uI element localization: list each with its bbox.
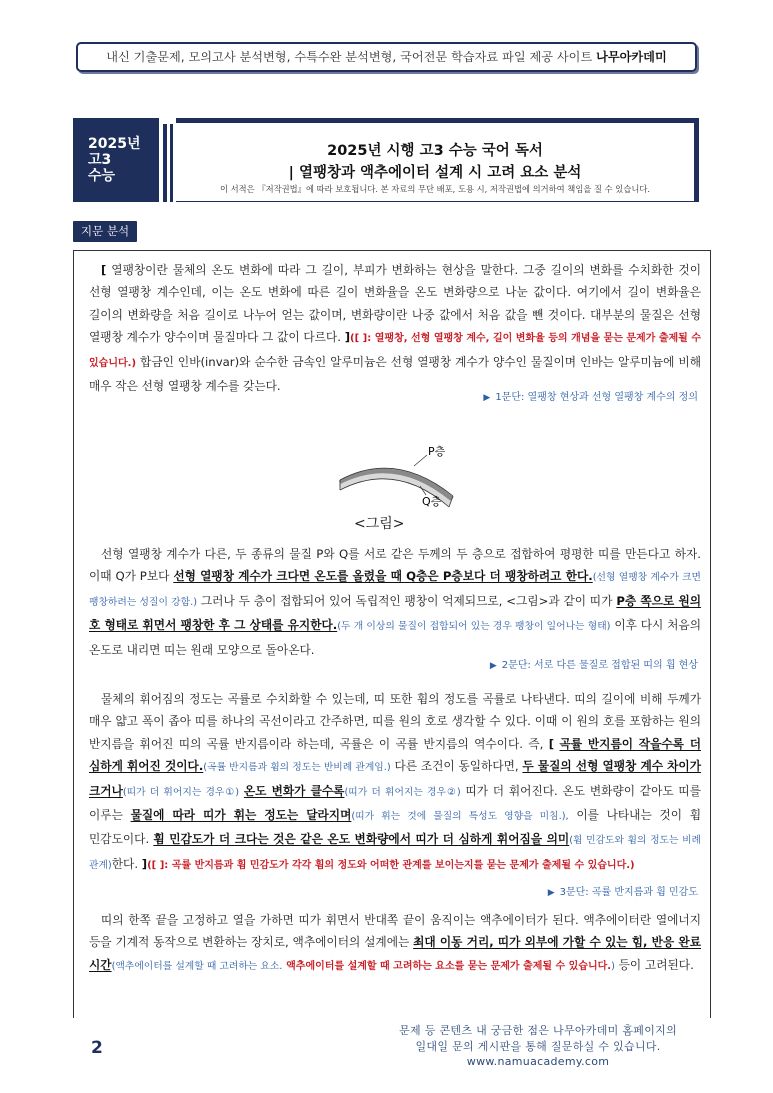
passage-box (73, 250, 711, 1018)
banner-brand: 나무아카데미 (596, 50, 667, 64)
year-label-grade: 고3 (88, 152, 112, 168)
section-label: 지문 분석 (73, 221, 137, 242)
analysis-note: (띠가 휘는 것에 물질의 특성도 영향을 미침.), (351, 811, 569, 823)
analysis-note-close: ) (611, 960, 615, 972)
banner-text: 내신 기출문제, 모의고사 분석변형, 수특수완 분석변형, 국어전문 학습자료 파일 제공 사이트 (106, 50, 593, 64)
key-phrase: 선형 열팽창 계수가 크다면 온도를 올렸을 때 Q층은 P층보다 더 팽창하려고 한다. (173, 569, 593, 584)
header-stripe (170, 124, 173, 202)
summary-text: 1문단: 열팽창 현상과 선형 열팽창 계수의 정의 (495, 392, 698, 403)
play-arrow-icon: ▶ (489, 661, 497, 671)
play-arrow-icon: ▶ (483, 393, 491, 403)
paragraph-text: 이를 나타내는 것이 휨 민감도이다. (89, 808, 701, 847)
footer-url: www.namuacademy.com (466, 1055, 610, 1068)
paragraph-3 (89, 688, 701, 877)
analysis-note: (곡률 반지름과 휨의 정도는 반비례 관계임.) (203, 762, 391, 774)
key-phrase: 최대 이동 거리, 띠가 외부에 가할 수 있는 힘, 반응 완료 시간 (89, 935, 701, 972)
bracket-open: [ (101, 263, 107, 277)
key-phrase: 온도 변화가 클수록 (243, 783, 345, 798)
copyright-notice: 이 서적은 『저작권법』에 따라 보호됩니다. 본 자료의 무단 배포, 도용 시, 저작권법에 의거하여 책임을 질 수 있습니다. (219, 184, 650, 194)
paragraph-text: 등이 고려된다. (618, 957, 694, 972)
year-block (73, 118, 159, 202)
key-phrase: 곡률 반지름이 작을수록 더 심하게 휘어진 것이다. (89, 736, 701, 774)
figure-caption: <그림> (354, 516, 405, 532)
document-title: 2025년 시행 고3 수능 국어 독서 (327, 143, 543, 159)
key-phrase: 휨 민감도가 더 크다는 것은 같은 온도 변화량에서 띠가 더 심하게 휘어짐을 의미 (153, 832, 570, 847)
paragraph-text: 그러나 두 층이 접합되어 있어 독립적인 팽창이 억제되므로, <그림>과 같이 띠가 (200, 593, 613, 608)
paragraph-summary (490, 656, 698, 671)
document-subtitle: | 열팽창과 액추에이터 설계 시 고려 요소 분석 (288, 165, 582, 181)
exam-note: ([ ]: 곡률 반지름과 휨 민감도가 각각 휨의 정도와 어떠한 관계를 보이는지를 묻는 문제가 출제될 수 있습니다.) (147, 859, 635, 871)
analysis-note: (띠가 더 휘어지는 경우②) (344, 786, 461, 798)
paragraph-text: 이후 다시 처음의 온도로 내리면 띠는 원래 모양으로 돌아온다. (89, 618, 701, 657)
leader-line (414, 455, 427, 466)
paragraph-text: 물체의 휘어짐의 정도는 곡률로 수치화할 수 있는데, 띠 또한 휨의 정도를 곡률로 나타낸다. 띠의 길이에 비해 두께가 매우 얇고 폭이 좁아 띠를 하나의 곡선이라고 간주하면, 띠를 원의 호로 생각할 수 있다. 이때 이 원의 호를 포함하는 원의 반지름을 휘어진 띠의 곡률 반지름이라 하는데, 곡률은 이 곡률 반지름의 역수이다. 즉, (89, 692, 701, 751)
key-phrase: P층 쪽으로 원의 호 형태로 휘면서 팽창한 후 그 상태를 유지한다. (89, 593, 702, 633)
paragraph-text: 띠의 한쪽 끝을 고정하고 열을 가하면 띠가 휘면서 반대쪽 끝이 움직이는 액추에이터가 된다. 액추에이터란 열에너지 등을 기계적 동작으로 변환하는 장치로, 액추에이터의 설계에는 (89, 913, 701, 950)
analysis-note: (선형 열팽창 계수가 크면 팽창하려는 성질이 강함.) (89, 572, 701, 608)
analysis-note: (액추에이터를 설계할 때 고려하는 요소. (111, 960, 283, 972)
bracket-close: ] (344, 330, 351, 345)
key-phrase: 물질에 따라 띠가 휘는 정도는 달라지며 (130, 808, 352, 823)
title-frame (176, 118, 699, 202)
play-arrow-icon: ▶ (547, 888, 555, 898)
label-q: Q층 (422, 495, 442, 508)
paragraph-1 (89, 259, 701, 397)
document-header (73, 118, 699, 202)
paragraph-text: 다른 조건이 동일하다면, (394, 759, 519, 774)
footer-line: 문제 등 콘텐츠 내 궁금한 점은 나무아카데미 홈페이지의 (399, 1024, 677, 1037)
site-banner (76, 42, 697, 72)
bracket-close: ] (141, 856, 148, 871)
paragraph-text: 합금인 인바(invar)와 순수한 금속인 알루미늄은 선형 열팽창 계수가 양수인 물질이며 인바는 알루미늄에 비해 매우 작은 선형 열팽창 계수를 갖는다. (89, 354, 701, 394)
year-label-year: 2025년 (88, 136, 141, 152)
label-p: P층 (428, 445, 446, 458)
exam-note: ([ ]: 열팽창, 선형 열팽창 계수, 길이 변화율 등의 개념을 묻는 문제가 출제될 수 있습니다.) (89, 333, 702, 369)
page-number: 2 (91, 1038, 103, 1058)
footer-notice (399, 1023, 677, 1070)
paragraph-2 (89, 543, 701, 661)
paragraph-text: 한다. (111, 856, 139, 871)
header-stripe (163, 124, 167, 202)
analysis-note: (휨 민감도와 휨의 정도는 비례 관계) (89, 835, 701, 871)
year-label-exam: 수능 (88, 168, 116, 184)
analysis-note: (띠가 더 휘어지는 경우①) (122, 786, 240, 798)
paragraph-4 (89, 909, 701, 978)
summary-text: 2문단: 서로 다른 물질로 접합된 띠의 휨 현상 (501, 660, 698, 671)
paragraph-summary (483, 388, 698, 403)
key-phrase: 두 물질의 선형 열팽창 계수 차이가 크거나 (89, 759, 702, 798)
paragraph-text: 선형 열팽창 계수가 다른, 두 종류의 물질 P와 Q를 서로 같은 두께의 두 층으로 접합하여 평평한 띠를 만든다고 하자. 이때 Q가 P보다 (89, 547, 701, 584)
paragraph-text: 띠가 더 휘어진다. 온도 변화량이 같아도 띠를 이루는 (89, 783, 702, 823)
paragraph-summary (548, 883, 698, 898)
bracket-open: [ (548, 736, 555, 751)
paragraph-text: 열팽창이란 물체의 온도 변화에 따라 그 길이, 부피가 변화하는 현상을 말한다. 그중 길이의 변화를 수치화한 것이 선형 열팽창 계수인데, 이는 온도 변화에 따른 길이 변화율을 온도 변화량으로 나눈 값이다. 여기에서 길이 변화율은 길이의 변화량을 처음 길이로 나누어 얻는 값이며, 변화량이란 나중 값에서 처음 값을 뺀 것이다. 대부분의 물질은 선형 열팽창 계수가 양수이며 물질마다 그 값이 다르다. (89, 263, 701, 345)
summary-text: 3문단: 곡률 반지름과 휨 민감도 (559, 887, 698, 898)
exam-note: 액추에이터를 설계할 때 고려하는 요소를 묻는 문제가 출제될 수 있습니다. (286, 960, 612, 972)
analysis-note: (두 개 이상의 물질이 접합되어 있는 경우 팽창이 일어나는 형태) (337, 621, 611, 633)
footer-line: 일대일 문의 게시판을 통해 질문하실 수 있습니다. (415, 1039, 661, 1053)
